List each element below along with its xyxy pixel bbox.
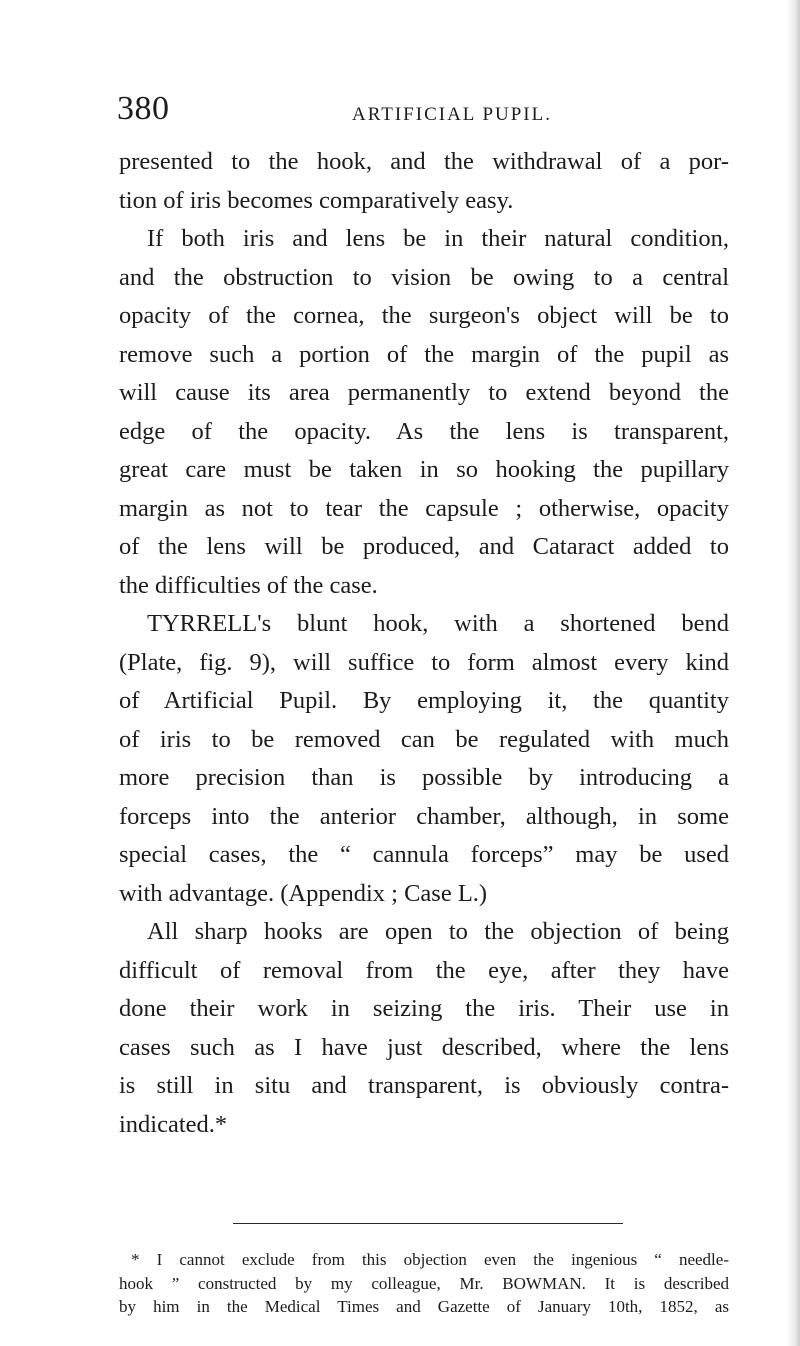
text-line: forceps into the anterior chamber, although, in some <box>119 802 729 830</box>
footnote <box>119 1248 729 1319</box>
text-line: cases such as I have just described, where the lens <box>119 1033 729 1061</box>
text-line: special cases, the “ cannula forceps” may be used <box>119 841 729 868</box>
text-line: edge of the opacity. As the lens is transparent, <box>119 417 729 445</box>
text-line: great care must be taken in so hooking the pupillary <box>119 456 729 483</box>
text-line: tion of iris becomes comparatively easy. <box>119 186 514 214</box>
running-title: ARTIFICIAL PUPIL. <box>352 104 552 125</box>
text-line: If both iris and lens be in their natural condition, <box>147 225 729 252</box>
text-line: of the lens will be produced, and Cataract added to <box>119 533 729 560</box>
text-line: with advantage. (Appendix ; Case L.) <box>119 879 488 907</box>
text-line: more precision than is possible by introducing a <box>119 764 729 791</box>
footnote-line: hook ” constructed by my colleague, Mr. BOWMAN. It is described <box>119 1273 729 1293</box>
footnote-divider <box>233 1223 623 1224</box>
text-line: of iris to be removed can be regulated with much <box>119 725 729 753</box>
footnote-line: by him in the Medical Times and Gazette of January 10th, 1852, as <box>119 1297 729 1316</box>
text-line: and the obstruction to vision be owing to a central <box>119 263 729 291</box>
page-number: 380 <box>117 90 170 127</box>
text-line: opacity of the cornea, the surgeon's object will be to <box>119 302 729 329</box>
text-line: All sharp hooks are open to the objection of being <box>147 918 729 945</box>
footnote-line: * I cannot exclude from this objection even the ingenious “ needle- <box>131 1250 729 1269</box>
text-line: difficult of removal from the eye, after they have <box>119 956 729 984</box>
text-line: margin as not to tear the capsule ; otherwise, opacity <box>119 494 729 522</box>
page-edge-shadow <box>786 0 800 1346</box>
text-line: the difficulties of the case. <box>119 571 378 599</box>
text-line: remove such a portion of the margin of the pupil as <box>119 340 729 368</box>
text-line: is still in situ and transparent, is obviously contra- <box>119 1072 729 1099</box>
text-line: will cause its area permanently to extend beyond the <box>119 379 729 406</box>
text-line: of Artificial Pupil. By employing it, the quantity <box>119 687 729 714</box>
text-line: (Plate, fig. 9), will suffice to form almost every kind <box>119 648 729 676</box>
text-line: done their work in seizing the iris. Their use in <box>119 995 729 1022</box>
body-text <box>119 143 729 1144</box>
text-line: presented to the hook, and the withdrawal of a por- <box>119 148 729 175</box>
text-line: indicated.* <box>119 1110 228 1138</box>
text-line: TYRRELL's blunt hook, with a shortened bend <box>147 610 729 637</box>
